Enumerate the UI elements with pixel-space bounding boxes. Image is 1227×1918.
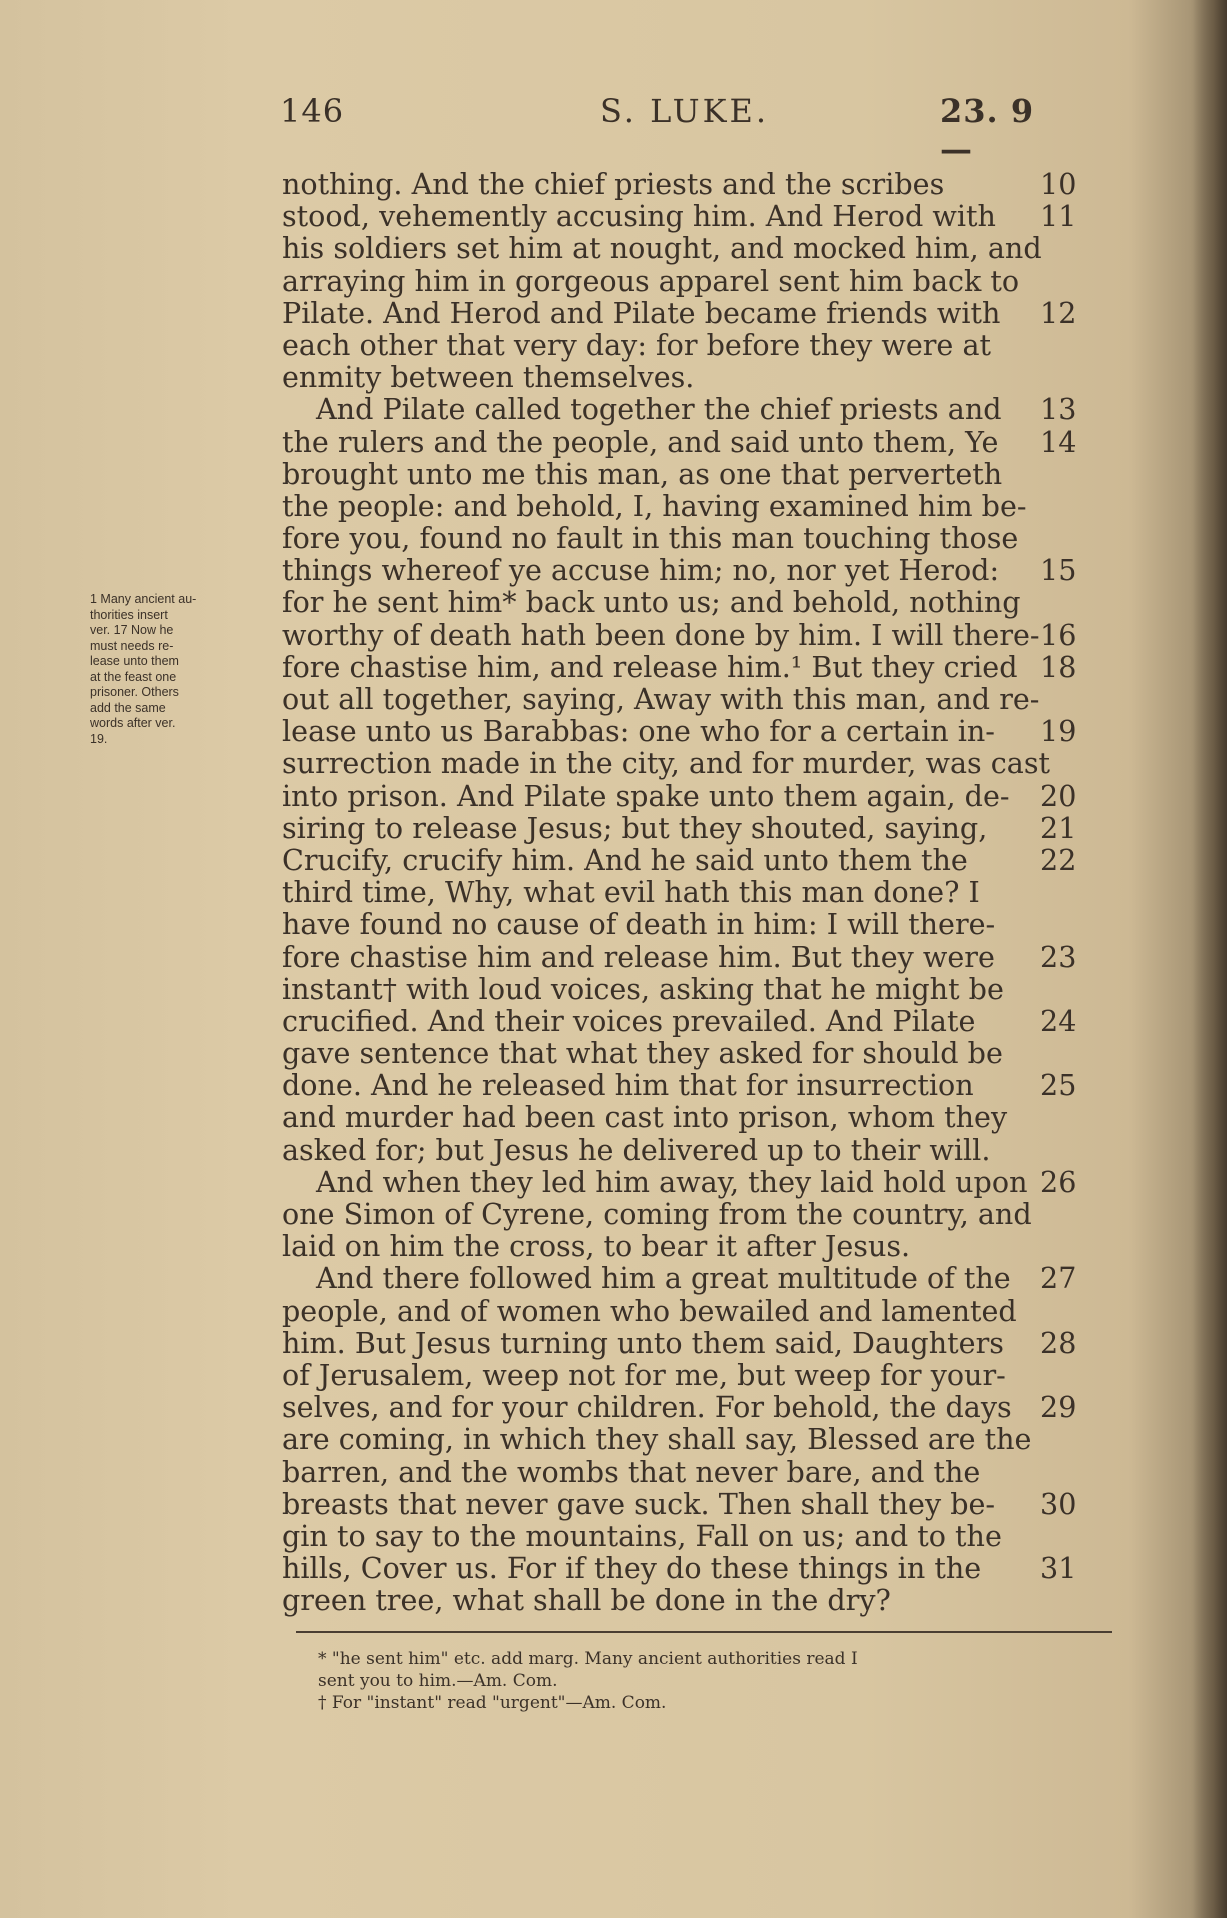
text-line <box>282 1486 1077 1521</box>
chapter-verse-reference: 23. 9— <box>940 92 1035 168</box>
verse-number: 13 <box>1040 392 1077 427</box>
verse-number: 26 <box>1040 1164 1077 1199</box>
text-line <box>282 617 1077 652</box>
line-text: fore chastise him and release him. But they were <box>282 939 995 974</box>
line-text: nothing. And the chief priests and the scribes <box>282 167 945 201</box>
text-line <box>282 683 1047 715</box>
line-text: instant† with loud voices, asking that he might be <box>282 971 1004 1006</box>
book-title: S. LUKE. <box>600 92 770 130</box>
line-text: And Pilate called together the chief priests and <box>316 392 1002 427</box>
margin-note-line: at the feast one <box>90 669 177 684</box>
margin-note <box>90 592 280 747</box>
line-text: have found no cause of death in him: I will there- <box>282 907 996 942</box>
margin-note-line: words after ver. <box>90 716 176 730</box>
footnote-1-line-1: * "he sent him" etc. add marg. Many ancient authorities read I <box>318 1649 858 1669</box>
line-text: Pilate. And Herod and Pilate became friends with <box>282 295 1001 330</box>
text-line <box>282 1584 1047 1616</box>
text-line <box>282 810 1077 845</box>
margin-note-line: ver. 17 Now he <box>90 623 174 637</box>
verse-number: 25 <box>1040 1068 1077 1103</box>
margin-note-line: lease unto them <box>90 654 179 668</box>
line-text: his soldiers set him at nought, and mocked him, and <box>282 231 1042 266</box>
text-line <box>282 1068 1077 1103</box>
verse-number: 30 <box>1040 1486 1077 1521</box>
line-text: arraying him in gorgeous apparel sent him back to <box>282 263 1020 298</box>
margin-note-line: 19. <box>90 731 108 746</box>
text-line <box>282 329 1047 361</box>
text-line <box>282 1295 1047 1327</box>
verse-number: 31 <box>1040 1551 1077 1586</box>
text-line <box>282 1003 1077 1038</box>
text-line <box>282 458 1047 490</box>
text-line <box>282 1261 1077 1296</box>
text-line <box>282 361 1047 393</box>
line-text: done. And he released him that for insurrection <box>282 1068 974 1103</box>
text-line <box>282 1230 1047 1262</box>
text-line <box>282 939 1077 974</box>
text-line <box>282 586 1047 618</box>
line-text: siring to release Jesus; but they shouted, saying, <box>282 810 988 845</box>
line-text: worthy of death hath been done by him. I will there- <box>282 617 1040 652</box>
verse-number: 28 <box>1040 1325 1077 1360</box>
line-text: and murder had been cast into prison, whom they <box>282 1100 1008 1135</box>
line-text: laid on him the cross, to bear it after Jesus. <box>282 1229 911 1264</box>
line-text: stood, vehemently accusing him. And Herod with <box>282 199 996 234</box>
line-text: selves, and for your children. For behold, the days <box>282 1390 1012 1425</box>
page-number: 146 <box>280 92 345 130</box>
line-text: one Simon of Cyrene, coming from the country, and <box>282 1197 1032 1231</box>
text-line <box>282 908 1047 940</box>
verse-number: 20 <box>1040 778 1077 813</box>
line-text: lease unto us Barabbas: one who for a certain in- <box>282 714 995 749</box>
verse-number: 23 <box>1040 939 1077 974</box>
text-line <box>282 1520 1047 1552</box>
text-line <box>282 232 1047 264</box>
footnotes <box>318 1648 1118 1714</box>
text-line <box>282 876 1047 908</box>
verse-number: 12 <box>1040 295 1077 330</box>
page-header <box>280 92 1060 168</box>
margin-note-line: prisoner. Others <box>90 685 179 699</box>
line-text: barren, and the wombs that never bare, and the <box>282 1454 981 1489</box>
line-text: third time, Why, what evil hath this man done? I <box>282 875 980 910</box>
text-line <box>282 1037 1047 1069</box>
verse-number: 10 <box>1040 167 1077 201</box>
text-line <box>282 199 1077 234</box>
line-text: asked for; but Jesus he delivered up to their will. <box>282 1132 991 1167</box>
footnote-1-line-2: sent you to him.—Am. Com. <box>318 1671 558 1691</box>
text-line <box>282 392 1077 427</box>
verse-number: 14 <box>1040 424 1077 459</box>
line-text: things whereof ye accuse him; no, nor yet Herod: <box>282 553 1000 588</box>
verse-number: 29 <box>1040 1390 1077 1425</box>
verse-number: 16 <box>1040 617 1077 652</box>
line-text: gave sentence that what they asked for should be <box>282 1036 1003 1071</box>
text-line <box>282 1101 1047 1133</box>
margin-note-line: must needs re- <box>90 638 174 653</box>
footnote-rule <box>296 1631 1112 1633</box>
margin-note-line: 1 Many ancient au- <box>90 592 197 606</box>
verse-number: 21 <box>1040 810 1077 845</box>
line-text: the rulers and the people, and said unto them, Ye <box>282 424 999 459</box>
text-line <box>282 1198 1047 1230</box>
text-line <box>282 1325 1077 1360</box>
line-text: fore you, found no fault in this man touching those <box>282 521 1019 556</box>
text-line <box>282 1359 1047 1391</box>
line-text: for he sent him* back unto us; and behold, nothing <box>282 585 1021 620</box>
line-text: each other that very day: for before they were at <box>282 327 991 362</box>
line-text: hills, Cover us. For if they do these things in the <box>282 1551 982 1586</box>
text-line <box>282 1134 1047 1166</box>
text-line <box>282 1551 1077 1586</box>
text-line <box>282 1390 1077 1425</box>
line-text: out all together, saying, Away with this man, and re- <box>282 682 1040 716</box>
line-text: And when they led him away, they laid hold upon <box>316 1164 1028 1199</box>
text-line <box>282 167 1077 201</box>
text-line <box>282 553 1077 588</box>
line-text: surrection made in the city, and for murder, was cast <box>282 746 1050 781</box>
text-line <box>282 649 1077 684</box>
text-line <box>282 265 1047 297</box>
line-text: Crucify, crucify him. And he said unto them the <box>282 842 968 877</box>
footnote-2: † For "instant" read "urgent"—Am. Com. <box>318 1693 667 1713</box>
line-text: breasts that never gave suck. Then shall they be- <box>282 1486 996 1521</box>
line-text: people, and of women who bewailed and lamented <box>282 1293 1017 1328</box>
text-line <box>282 490 1047 522</box>
text-line <box>282 1456 1047 1488</box>
text-line <box>282 1423 1047 1455</box>
text-line <box>282 522 1047 554</box>
verse-number: 19 <box>1040 714 1077 749</box>
verse-number: 22 <box>1040 842 1077 877</box>
text-line <box>282 973 1047 1005</box>
line-text: are coming, in which they shall say, Blessed are the <box>282 1422 1032 1457</box>
line-text: green tree, what shall be done in the dry? <box>282 1583 891 1618</box>
text-line <box>282 842 1077 877</box>
margin-note-line: add the same <box>90 700 166 715</box>
verse-number: 11 <box>1040 199 1077 234</box>
text-line <box>282 778 1077 813</box>
text-line <box>282 746 1050 781</box>
verse-number: 27 <box>1040 1261 1077 1296</box>
line-text: crucified. And their voices prevailed. And Pilate <box>282 1003 976 1038</box>
line-text: of Jerusalem, weep not for me, but weep for your- <box>282 1357 1006 1392</box>
text-line <box>282 1164 1077 1199</box>
margin-note-line: thorities insert <box>90 607 168 622</box>
line-text: And there followed him a great multitude of the <box>316 1261 1011 1296</box>
line-text: enmity between themselves. <box>282 360 695 395</box>
text-line <box>282 424 1077 459</box>
line-text: into prison. And Pilate spake unto them again, de- <box>282 778 1010 813</box>
line-text: brought unto me this man, as one that perverteth <box>282 456 1003 491</box>
page-edge-shadow <box>1193 0 1227 1918</box>
scripture-text <box>282 168 1104 1616</box>
verse-number: 15 <box>1040 553 1077 588</box>
line-text: gin to say to the mountains, Fall on us; and to the <box>282 1518 1002 1553</box>
line-text: fore chastise him, and release him.¹ But they cried <box>282 649 1018 684</box>
line-text: him. But Jesus turning unto them said, Daughters <box>282 1325 1004 1360</box>
verse-number: 18 <box>1040 649 1077 684</box>
text-line <box>282 714 1077 749</box>
line-text: the people: and behold, I, having examined him be- <box>282 488 1027 523</box>
text-line <box>282 295 1077 330</box>
verse-number: 24 <box>1040 1003 1077 1038</box>
